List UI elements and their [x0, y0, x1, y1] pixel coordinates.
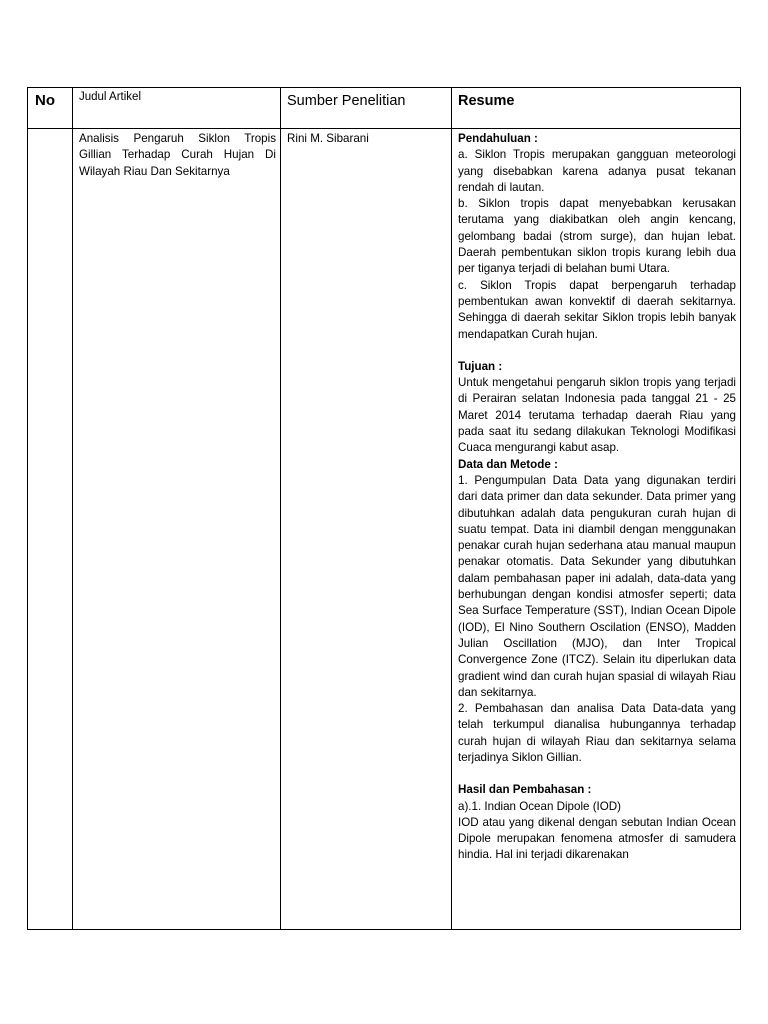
- table-row: [28, 129, 741, 930]
- table-header-row: [28, 88, 741, 129]
- header-cell-resume: [452, 88, 741, 129]
- cell-no: [28, 129, 73, 930]
- data-metode-point-2: 2. Pembahasan dan analisa Data Data-data yang telah terkumpul dianalisa hubungannya terhadap curah hujan di wilayah Riau dan sekitarnya selama terjadinya Siklon Gillian.: [458, 702, 736, 764]
- spacer: [458, 766, 736, 782]
- article-title: Analisis Pengaruh Siklon Tropis Gillian Terhadap Curah Hujan Di Wilayah Riau Dan Sekitarnya: [79, 132, 276, 178]
- pendahuluan-heading: Pendahuluan :: [458, 132, 538, 145]
- spacer: [458, 343, 736, 359]
- header-sumber-penelitian: Sumber Penelitian: [287, 93, 406, 109]
- research-source: Rini M. Sibarani: [287, 132, 369, 145]
- pendahuluan-point-a: a. Siklon Tropis merupakan gangguan meteorologi yang disebabkan karena adanya pusat tekanan rendah di lautan.: [458, 148, 736, 194]
- cell-resume: [452, 129, 741, 930]
- data-metode-point-1: 1. Pengumpulan Data Data yang digunakan terdiri dari data primer dan data sekunder. Data primer yang dibutuhkan adalah data pengukuran curah hujan di suatu tempat. Data ini diambil dengan menggunakan penakar curah hujan sederhana atau manual maupun penakar otomatis. Data Sekunder yang dibutuhkan dalam pembahasan paper ini adalah, data-data yang berhubungan dengan kondisi atmosfer seperti; data Sea Surface Temperature (SST), Indian Ocean Dipole (IOD), El Nino Southern Oscilation (ENSO), Madden Julian Oscillation (MJO), dan Inter Tropical Convergence Zone (ITCZ). Selain itu diperlukan data gradient wind dan curah hujan spasial di wilayah Riau dan sekitarnya.: [458, 473, 736, 699]
- hasil-heading: Hasil dan Pembahasan :: [458, 783, 592, 797]
- article-summary-table: [27, 87, 741, 930]
- header-resume: Resume: [458, 93, 515, 109]
- data-metode-heading: Data dan Metode :: [458, 457, 558, 471]
- cell-sumber: [281, 129, 452, 930]
- header-cell-judul: [73, 88, 281, 129]
- cell-judul: [73, 129, 281, 930]
- resume-content: [452, 129, 740, 864]
- header-no: No: [35, 92, 55, 109]
- header-judul-artikel: Judul Artikel: [79, 91, 142, 103]
- header-cell-sumber: [281, 88, 452, 129]
- tujuan-text: Untuk mengetahui pengaruh siklon tropis yang terjadi di Perairan selatan Indonesia pada tanggal 21 - 25 Maret 2014 terutama terhadap daerah Riau yang pada saat itu sedang dilakukan Teknologi Modifikasi Cuaca mengurangi kabut asap.: [458, 376, 736, 455]
- pendahuluan-point-b: b. Siklon tropis dapat menyebabkan kerusakan terutama yang diakibatkan oleh angin kencang, gelombang badai (strom surge), dan hujan lebat. Daerah pembentukan siklon tropis kurang lebih dua per tiganya terjadi di belahan bumi Utara.: [458, 197, 736, 276]
- tujuan-heading: Tujuan :: [458, 359, 503, 373]
- hasil-text: IOD atau yang dikenal dengan sebutan Indian Ocean Dipole merupakan fenomena atmosfer di samudera hindia. Hal ini terjadi dikarenakan: [458, 815, 736, 862]
- pendahuluan-point-c: c. Siklon Tropis dapat berpengaruh terhadap pembentukan awan konvektif di daerah sekitarnya. Sehingga di daerah sekitar Siklon tropis lebih banyak mendapatkan Curah hujan.: [458, 278, 736, 341]
- hasil-subheading: a).1. Indian Ocean Dipole (IOD): [458, 799, 622, 813]
- header-cell-no: [28, 88, 73, 129]
